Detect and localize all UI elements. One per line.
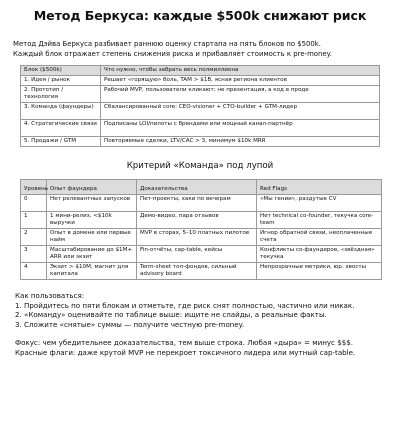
column-header: Опыт фаундера — [47, 179, 137, 194]
intro-line: Метод Дэйва Беркуса разбивает раннюю оценку стартапа на пять блоков по $500k. — [13, 40, 321, 48]
berkus-blocks-table — [20, 65, 380, 147]
table-row — [21, 194, 382, 211]
table-cell: Решает «горящую» боль, TAM > $1B, ясная регионa клиентов — [101, 75, 380, 85]
table-cell: Масштабирование до $1M+ ARR или экзит — [47, 245, 137, 262]
table-cell: Непрозрачные метрики, юр. хвосты — [257, 262, 382, 279]
column-header: Блок ($500k) — [21, 66, 101, 76]
table-cell: 0 — [21, 194, 47, 211]
column-header: Red Flags — [257, 179, 382, 194]
table-cell: Нет technical co-founder, текучка core-team — [257, 211, 382, 228]
how-to-use-step: 1. Пройдитесь по пяти блокам и отметьте, где риск снят полностью, частично или никак. — [15, 300, 355, 310]
table-cell: 4. Стратегические связи — [21, 119, 101, 136]
table-cell: Term-sheet топ-фондов, сильный advisory board — [137, 262, 257, 279]
table-cell: 1 мини-релиз, <$10k выручки — [47, 211, 137, 228]
intro-line: Каждый блок отражает степень снижения риска и прибавляет стоимость к pre-money. — [13, 49, 332, 58]
table-cell: 3. Команда (фаундеры) — [21, 102, 101, 119]
table-cell: «Мы гении», раздутые CV — [257, 194, 382, 211]
table-cell: Опыт в домене или первые найм — [47, 228, 137, 245]
table-cell: Fin-отчёты, cap-table, кейсы — [137, 245, 257, 262]
section-title: Критерий «Команда» под лупой — [126, 160, 274, 171]
table-row — [21, 102, 380, 119]
table-header-row — [21, 179, 382, 194]
table-cell: 2 — [21, 228, 47, 245]
table-header-row — [21, 66, 380, 76]
how-to-use-heading: Как пользоваться: — [15, 290, 85, 300]
table-row — [21, 75, 380, 85]
focus-notes — [15, 338, 392, 357]
table-cell: Конфликты со-фаундеров, «звёздная» текучка — [257, 245, 382, 262]
table-row — [21, 119, 380, 136]
table-row — [21, 262, 382, 279]
table-cell: Подписаны LOI/пилоты с брендами или мощный канал-партнёр — [101, 119, 380, 136]
table-cell: 3 — [21, 245, 47, 262]
intro-paragraph — [13, 40, 392, 59]
focus-line: Фокус: чем убедительнее доказательства, тем выше строка. Любая «дыра» = минус $$$. — [15, 338, 353, 348]
table-cell: 4 — [21, 262, 47, 279]
page-title: Метод Беркуса: каждые $500k снижают риск — [33, 8, 367, 23]
how-to-use-step: 2. «Команду» оценивайте по таблице выше: ищите не слайды, а реальные факты. — [15, 310, 327, 320]
team-criteria-table — [20, 179, 382, 280]
table-cell: 1 — [21, 211, 47, 228]
table-row — [21, 136, 380, 146]
table-cell: Нет релевантных запусков — [47, 194, 137, 211]
table-cell: Экзит > $10M, магнит для капитала — [47, 262, 137, 279]
table-row — [21, 245, 382, 262]
table-cell: Демо-видео, пара отзывов — [137, 211, 257, 228]
table-cell: Повторяемые сделки, LTV/CAC > 3, минимум $10k MRR — [101, 136, 380, 146]
column-header: Доказательства — [137, 179, 257, 194]
how-to-use-section — [15, 291, 392, 329]
table-cell: Игнор обратной связи, неоплаченные счета — [257, 228, 382, 245]
table-row — [21, 228, 382, 245]
table-cell: Пет-проекты, хаки по вечерам — [137, 194, 257, 211]
table-cell: 2. Прототип / технология — [21, 85, 101, 102]
table-cell: MVP в сторах, 5–10 платных пилотов — [137, 228, 257, 245]
column-header: Уровень — [21, 179, 47, 194]
red-flags-line: Красные флаги: даже крутой MVP не перекроет токсичного лидера или мутный cap-table. — [15, 347, 356, 357]
table-row — [21, 211, 382, 228]
how-to-use-step: 3. Сложите «снятые» суммы — получите честную pre-money. — [15, 319, 245, 329]
table-row — [21, 85, 380, 102]
table-cell: 1. Идея / рынок — [21, 75, 101, 85]
table-cell: Сбалансированный core: CEO-visioner + CTO-builder + GTM-лидер — [101, 102, 380, 119]
table-cell: Рабочий MVP, пользователи кликают; не презентация, а код в проде — [101, 85, 380, 102]
table-cell: 5. Продажи / GTM — [21, 136, 101, 146]
column-header: Что нужно, чтобы забрать весь полмиллиона — [101, 66, 380, 76]
